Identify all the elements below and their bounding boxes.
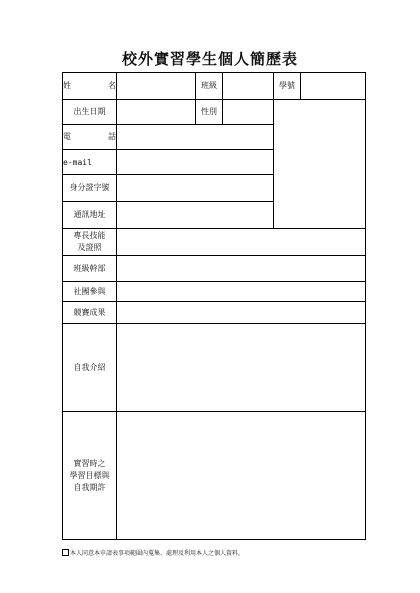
self-intro-label: 自我介紹 bbox=[63, 324, 117, 412]
birth-date-label: 出生日期 bbox=[63, 100, 117, 125]
gender-label: 性別 bbox=[196, 100, 223, 125]
id-number-label: 身分證字號 bbox=[63, 175, 117, 202]
competition-field[interactable] bbox=[117, 302, 366, 324]
photo-area[interactable] bbox=[274, 100, 366, 229]
email-field[interactable] bbox=[117, 150, 274, 175]
birth-date-field[interactable] bbox=[117, 100, 196, 125]
skills-field[interactable] bbox=[117, 229, 366, 256]
name-field[interactable] bbox=[117, 73, 196, 100]
skills-label-line2: 及證照 bbox=[77, 243, 102, 252]
gender-field[interactable] bbox=[223, 100, 274, 125]
student-id-field[interactable] bbox=[301, 73, 366, 100]
competition-label: 競賽成果 bbox=[63, 302, 117, 324]
class-label: 班級 bbox=[196, 73, 223, 100]
email-label: e-mail bbox=[63, 150, 117, 175]
consent-text: 本人同意本申請表事項範圍內蒐集、處理及利用本人之個人資料。 bbox=[70, 550, 245, 557]
club-field[interactable] bbox=[117, 282, 366, 302]
self-intro-field[interactable] bbox=[117, 324, 366, 412]
phone-label: 電 話 bbox=[63, 125, 117, 150]
class-cadre-label: 班級幹部 bbox=[63, 256, 117, 282]
consent-checkbox[interactable] bbox=[62, 549, 69, 556]
skills-label-line1: 專長技能 bbox=[73, 231, 106, 240]
class-cadre-field[interactable] bbox=[117, 256, 366, 282]
student-id-label: 學號 bbox=[274, 73, 301, 100]
address-label: 通訊地址 bbox=[63, 202, 117, 229]
phone-field[interactable] bbox=[117, 125, 274, 150]
id-number-field[interactable] bbox=[117, 175, 274, 202]
goals-label bbox=[63, 412, 117, 540]
goals-label-line2: 學習目標與 bbox=[69, 470, 110, 480]
resume-form-table bbox=[62, 72, 366, 540]
goals-field[interactable] bbox=[117, 412, 366, 540]
club-label: 社團參與 bbox=[63, 282, 117, 302]
skills-label bbox=[63, 229, 117, 256]
consent-statement bbox=[62, 548, 244, 557]
form-title: 校外實習學生個人簡歷表 bbox=[121, 50, 298, 68]
address-field[interactable] bbox=[117, 202, 274, 229]
name-label: 姓 名 bbox=[63, 73, 117, 100]
goals-label-line1: 實習時之 bbox=[73, 458, 106, 468]
class-field[interactable] bbox=[223, 73, 274, 100]
goals-label-line3: 自我期許 bbox=[73, 482, 106, 492]
